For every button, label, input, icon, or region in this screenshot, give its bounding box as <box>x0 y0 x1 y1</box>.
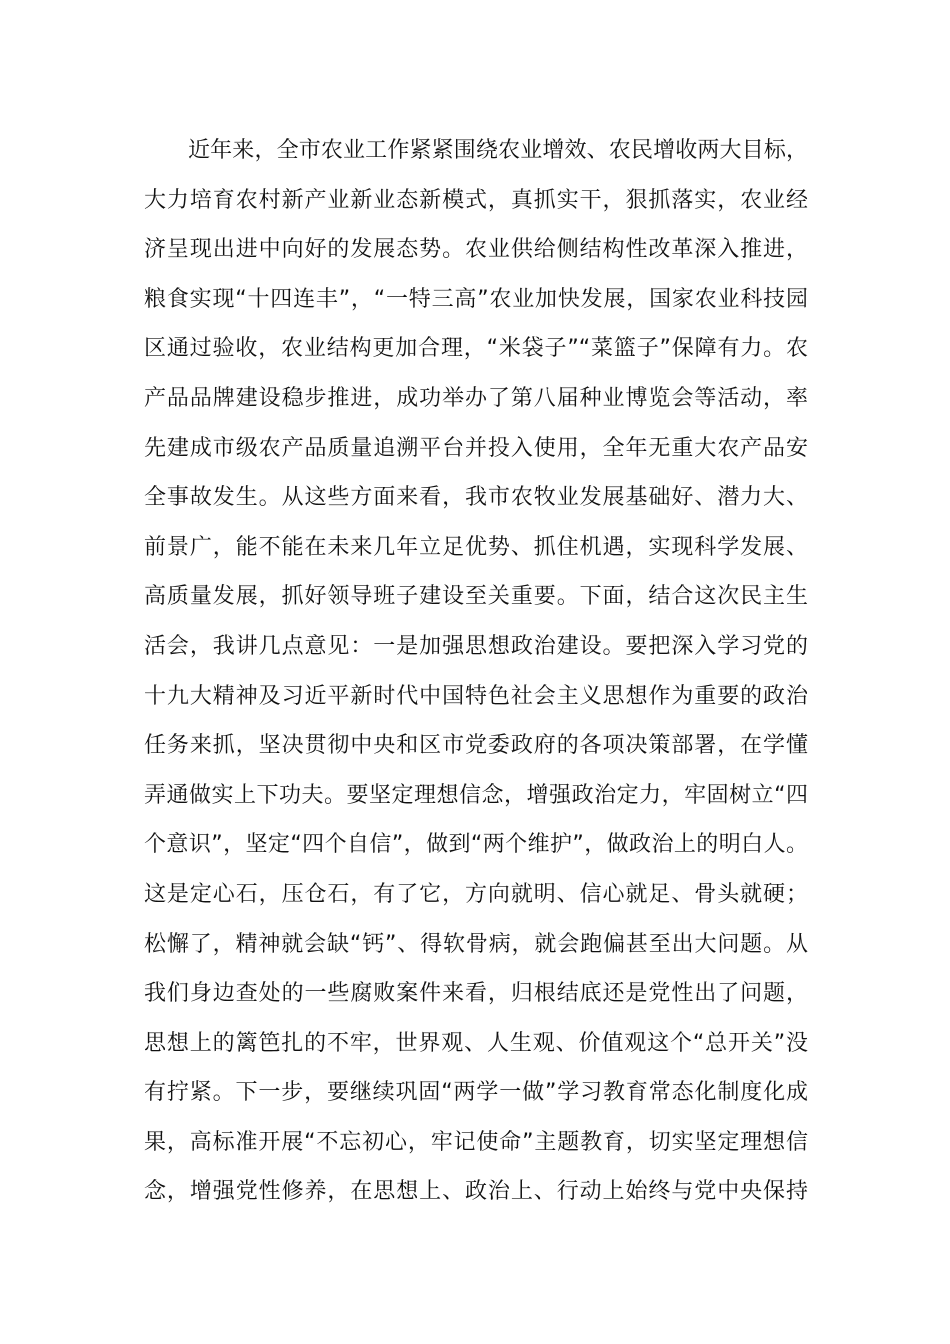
text-line-7: 先建成市级农产品质量追溯平台并投入使用，全年无重大农产品安 <box>144 435 808 461</box>
text-line-5: 区通过验收，农业结构更加合理，“米袋子”“菜篮子”保障有力。农 <box>144 336 808 362</box>
text-line-11: 活会，我讲几点意见：一是加强思想政治建设。要把深入学习党的 <box>144 633 808 659</box>
text-line-6: 产品品牌建设稳步推进，成功举办了第八届种业博览会等活动，率 <box>144 385 808 411</box>
text-line-22: 念，增强党性修养，在思想上、政治上、行动上始终与党中央保持 <box>144 1179 808 1205</box>
text-line-12: 十九大精神及习近平新时代中国特色社会主义思想作为重要的政治 <box>144 683 808 709</box>
text-line-8: 全事故发生。从这些方面来看，我市农牧业发展基础好、潜力大、 <box>144 485 808 511</box>
text-line-21: 果，高标准开展“不忘初心，牢记使命”主题教育，切实坚定理想信 <box>144 1129 808 1155</box>
text-line-14: 弄通做实上下功夫。要坚定理想信念，增强政治定力，牢固树立“四 <box>144 782 808 808</box>
text-line-1: 近年来，全市农业工作紧紧围绕农业增效、农民增收两大目标， <box>188 138 808 163</box>
text-line-15: 个意识”，坚定“四个自信”，做到“两个维护”，做政治上的明白人。 <box>144 832 808 858</box>
text-line-19: 思想上的篱笆扎的不牢，世界观、人生观、价值观这个“总开关”没 <box>144 1030 808 1056</box>
text-line-18: 我们身边查处的一些腐败案件来看，归根结底还是党性出了问题， <box>144 981 808 1007</box>
text-line-3: 济呈现出进中向好的发展态势。农业供给侧结构性改革深入推进， <box>144 237 808 263</box>
text-line-2: 大力培育农村新产业新业态新模式，真抓实干，狠抓落实，农业经 <box>144 187 808 213</box>
text-line-13: 任务来抓，坚决贯彻中央和区市党委政府的各项决策部署，在学懂 <box>144 733 808 759</box>
text-line-4: 粮食实现“十四连丰”，“一特三高”农业加快发展，国家农业科技园 <box>144 286 808 312</box>
text-line-9: 前景广，能不能在未来几年立足优势、抓住机遇，实现科学发展、 <box>144 534 808 560</box>
text-line-20: 有拧紧。下一步，要继续巩固“两学一做”学习教育常态化制度化成 <box>144 1080 808 1106</box>
text-line-10: 高质量发展，抓好领导班子建设至关重要。下面，结合这次民主生 <box>144 584 808 610</box>
body-paragraph <box>144 126 808 1217</box>
text-line-16: 这是定心石，压仓石，有了它，方向就明、信心就足、骨头就硬； <box>144 881 808 907</box>
text-line-17: 松懈了，精神就会缺“钙”、得软骨病，就会跑偏甚至出大问题。从 <box>144 931 808 957</box>
